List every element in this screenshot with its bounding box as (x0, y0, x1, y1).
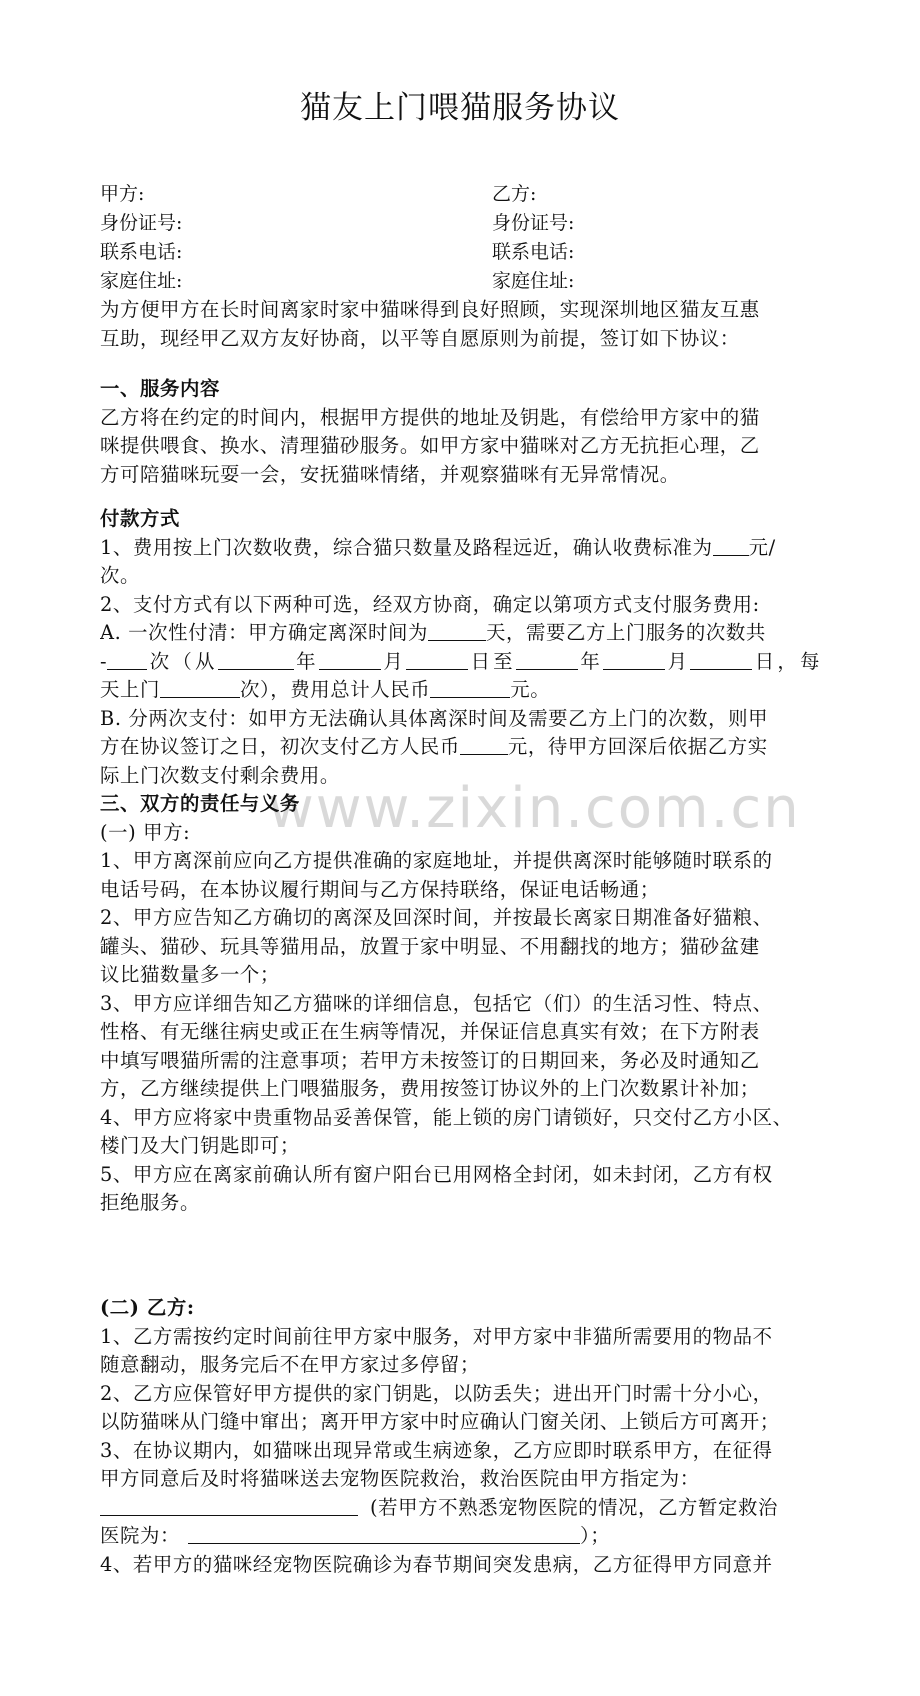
watermark: www.zixin.com.cn (268, 776, 801, 841)
paragraph-line: 电话号码，在本协议履行期间与乙方保持联络，保证电话畅通； (100, 877, 660, 901)
paragraph-line: 际上门次数支付剩余费用。 (100, 763, 340, 787)
text-span: 医院为： (100, 1524, 180, 1547)
paragraph-line: 拒绝服务。 (100, 1191, 200, 1214)
text-span: 方在协议签订之日，初次支付乙方人民币 (100, 735, 460, 758)
paragraph-line: 2、甲方应告知乙方确切的离深及回深时间，并按最长离家日期准备好猫粮、 (100, 906, 773, 929)
section-responsibilities (100, 790, 820, 1218)
paragraph-line: 4、甲方应将家中贵重物品妥善保管，能上锁的房门请锁好，只交付乙方小区、 (100, 1105, 793, 1129)
text-span: 年 (577, 649, 603, 673)
paragraph-line: 随意翻动，服务完后不在甲方家过多停留； (100, 1353, 480, 1376)
party-b-block (492, 180, 574, 296)
paragraph-line (100, 619, 820, 648)
paragraph-line: 以防猫咪从门缝中窜出；离开甲方家中时应确认门窗关闭、上锁后方可离开； (100, 1410, 780, 1433)
paragraph-line: 5、甲方应在离家前确认所有窗户阳台已用网格全封闭，如未封闭，乙方有权 (100, 1162, 773, 1186)
party-a-name-label: 甲方: (100, 183, 145, 205)
paragraph-line (100, 1522, 820, 1551)
text-span: 次（从 (147, 649, 218, 673)
total-fee-blank[interactable] (430, 677, 510, 698)
paragraph-line: B. 分两次支付：如甲方无法确认具体离深时间及需要乙方上门的次数，则甲 (100, 706, 769, 730)
paragraph-line: 方可陪猫咪玩耍一会，安抚猫咪情绪，并观察猫咪有无异常情况。 (100, 462, 680, 486)
paragraph-line (100, 1494, 820, 1523)
hospital-blank[interactable] (100, 1495, 358, 1516)
paragraph-line: 罐头、猫砂、玩具等猫用品，放置于家中明显、不用翻找的地方；猫砂盆建 (100, 934, 760, 958)
text-span: 元，待甲方回深后依据乙方实 (507, 735, 768, 758)
party-a-address-label: 家庭住址: (100, 270, 183, 292)
year-blank[interactable] (516, 649, 578, 670)
section-heading: 付款方式 (100, 507, 180, 530)
paragraph-line: 1、乙方需按约定时间前往甲方家中服务，对甲方家中非猫所需要用的物品不 (100, 1324, 773, 1348)
text-span: (若甲方不熟悉宠物医院的情况，乙方暂定救治 (370, 1495, 778, 1519)
text-span: 日至 (467, 649, 516, 673)
paragraph-line: 议比猫数量多一个； (100, 963, 280, 986)
party-b-id-label: 身份证号: (492, 212, 575, 234)
party-b-phone-label: 联系电话: (492, 241, 575, 263)
days-blank[interactable] (428, 620, 486, 641)
paragraph-line (100, 534, 820, 563)
day-blank[interactable] (406, 649, 468, 670)
paragraph-line: 次。 (100, 564, 140, 587)
paragraph-line: 甲方同意后及时将猫咪送去宠物医院救治，救治医院由甲方指定为： (100, 1467, 700, 1490)
section-payment (100, 505, 820, 790)
paragraph-line: 咪提供喂食、换水、清理猫砂服务。如甲方家中猫咪对乙方无抗拒心理，乙 (100, 434, 760, 457)
section-service (100, 375, 820, 489)
paragraph-line: 2、乙方应保管好甲方提供的家门钥匙，以防丢失；进出开门时需十分小心， (100, 1381, 773, 1405)
intro-paragraph (100, 296, 820, 353)
party-a-block (100, 180, 182, 296)
page-title: 猫友上门喂猫服务协议 (300, 90, 620, 126)
text-span: 日，每 (752, 649, 820, 673)
day-blank[interactable] (690, 649, 752, 670)
party-a-phone-label: 联系电话: (100, 241, 183, 263)
month-blank[interactable] (603, 649, 665, 670)
paragraph-line: 4、若甲方的猫咪经宠物医院确诊为春节期间突发患病，乙方征得甲方同意并 (100, 1552, 773, 1576)
fee-blank[interactable] (713, 535, 749, 556)
subsection-heading: (二) 乙方: (100, 1296, 195, 1319)
temp-hospital-blank[interactable] (188, 1523, 580, 1544)
paragraph-line: 3、在协议期内，如猫咪出现异常或生病迹象，乙方应即时联系甲方，在征得 (100, 1438, 773, 1462)
section-party-b-duties (100, 1294, 820, 1579)
paragraph-line: 性格、有无继往病史或正在生病等情况，并保证信息真实有效；在下方附表 (100, 1020, 760, 1043)
text-span: 次），费用总计人民币 (239, 678, 431, 701)
paragraph-line: 3、甲方应详细告知乙方猫咪的详细信息，包括它（们）的生活习性、特点、 (100, 991, 773, 1015)
paragraph-line: 楼门及大门钥匙即可； (100, 1134, 300, 1157)
month-blank[interactable] (319, 649, 381, 670)
paragraph-line: 乙方将在约定的时间内，根据甲方提供的地址及钥匙，有偿给甲方家中的猫 (100, 405, 760, 429)
party-b-address-label: 家庭住址: (492, 270, 575, 292)
paragraph-line: 中填写喂猫所需的注意事项；若甲方未按签订的日期回来，务必及时通知乙 (100, 1048, 760, 1072)
text-span: 1、费用按上门次数收费，综合猫只数量及路程远近，确认收费标准为 (100, 535, 713, 559)
text-span: - (100, 649, 108, 673)
paragraph-line: 方，乙方继续提供上门喂猫服务，费用按签订协议外的上门次数累计补加； (100, 1077, 760, 1100)
paragraph-line: 2、支付方式有以下两种可选，经双方协商，确定以第项方式支付服务费用: (100, 592, 760, 616)
year-blank[interactable] (218, 649, 294, 670)
intro-line: 为方便甲方在长时间离家时家中猫咪得到良好照顾，实现深圳地区猫友互惠 (100, 298, 760, 321)
paragraph-line: 1、甲方离深前应向乙方提供准确的家庭地址，并提供离深时能够随时联系的 (100, 849, 773, 872)
party-a-id-label: 身份证号: (100, 212, 183, 234)
text-span: 元。 (510, 678, 551, 701)
text-span: 年 (293, 649, 319, 673)
party-b-name-label: 乙方: (492, 183, 537, 205)
intro-line: 互助，现经甲乙双方友好协商，以平等自愿原则为前提，签订如下协议： (100, 326, 740, 350)
text-span: A. 一次性付清：甲方确定离深时间为 (100, 621, 428, 644)
text-span: 天，需要乙方上门服务的次数共 (486, 621, 766, 644)
subsection-heading: (一) 甲方: (100, 820, 191, 844)
paragraph-line (100, 648, 820, 677)
section-heading: 一、服务内容 (100, 377, 220, 400)
count-blank[interactable] (107, 649, 147, 670)
text-span: 元/ (748, 535, 776, 559)
text-span: 月 (664, 649, 691, 673)
section-heading: 三、双方的责任与义务 (100, 792, 300, 815)
first-payment-blank[interactable] (460, 734, 508, 755)
paragraph-line (100, 733, 820, 762)
paragraph-line (100, 676, 820, 705)
text-span: ）； (579, 1524, 611, 1547)
visit-interval-blank[interactable] (160, 677, 240, 698)
text-span: 天上门 (100, 678, 160, 701)
text-span: 月 (380, 649, 406, 673)
